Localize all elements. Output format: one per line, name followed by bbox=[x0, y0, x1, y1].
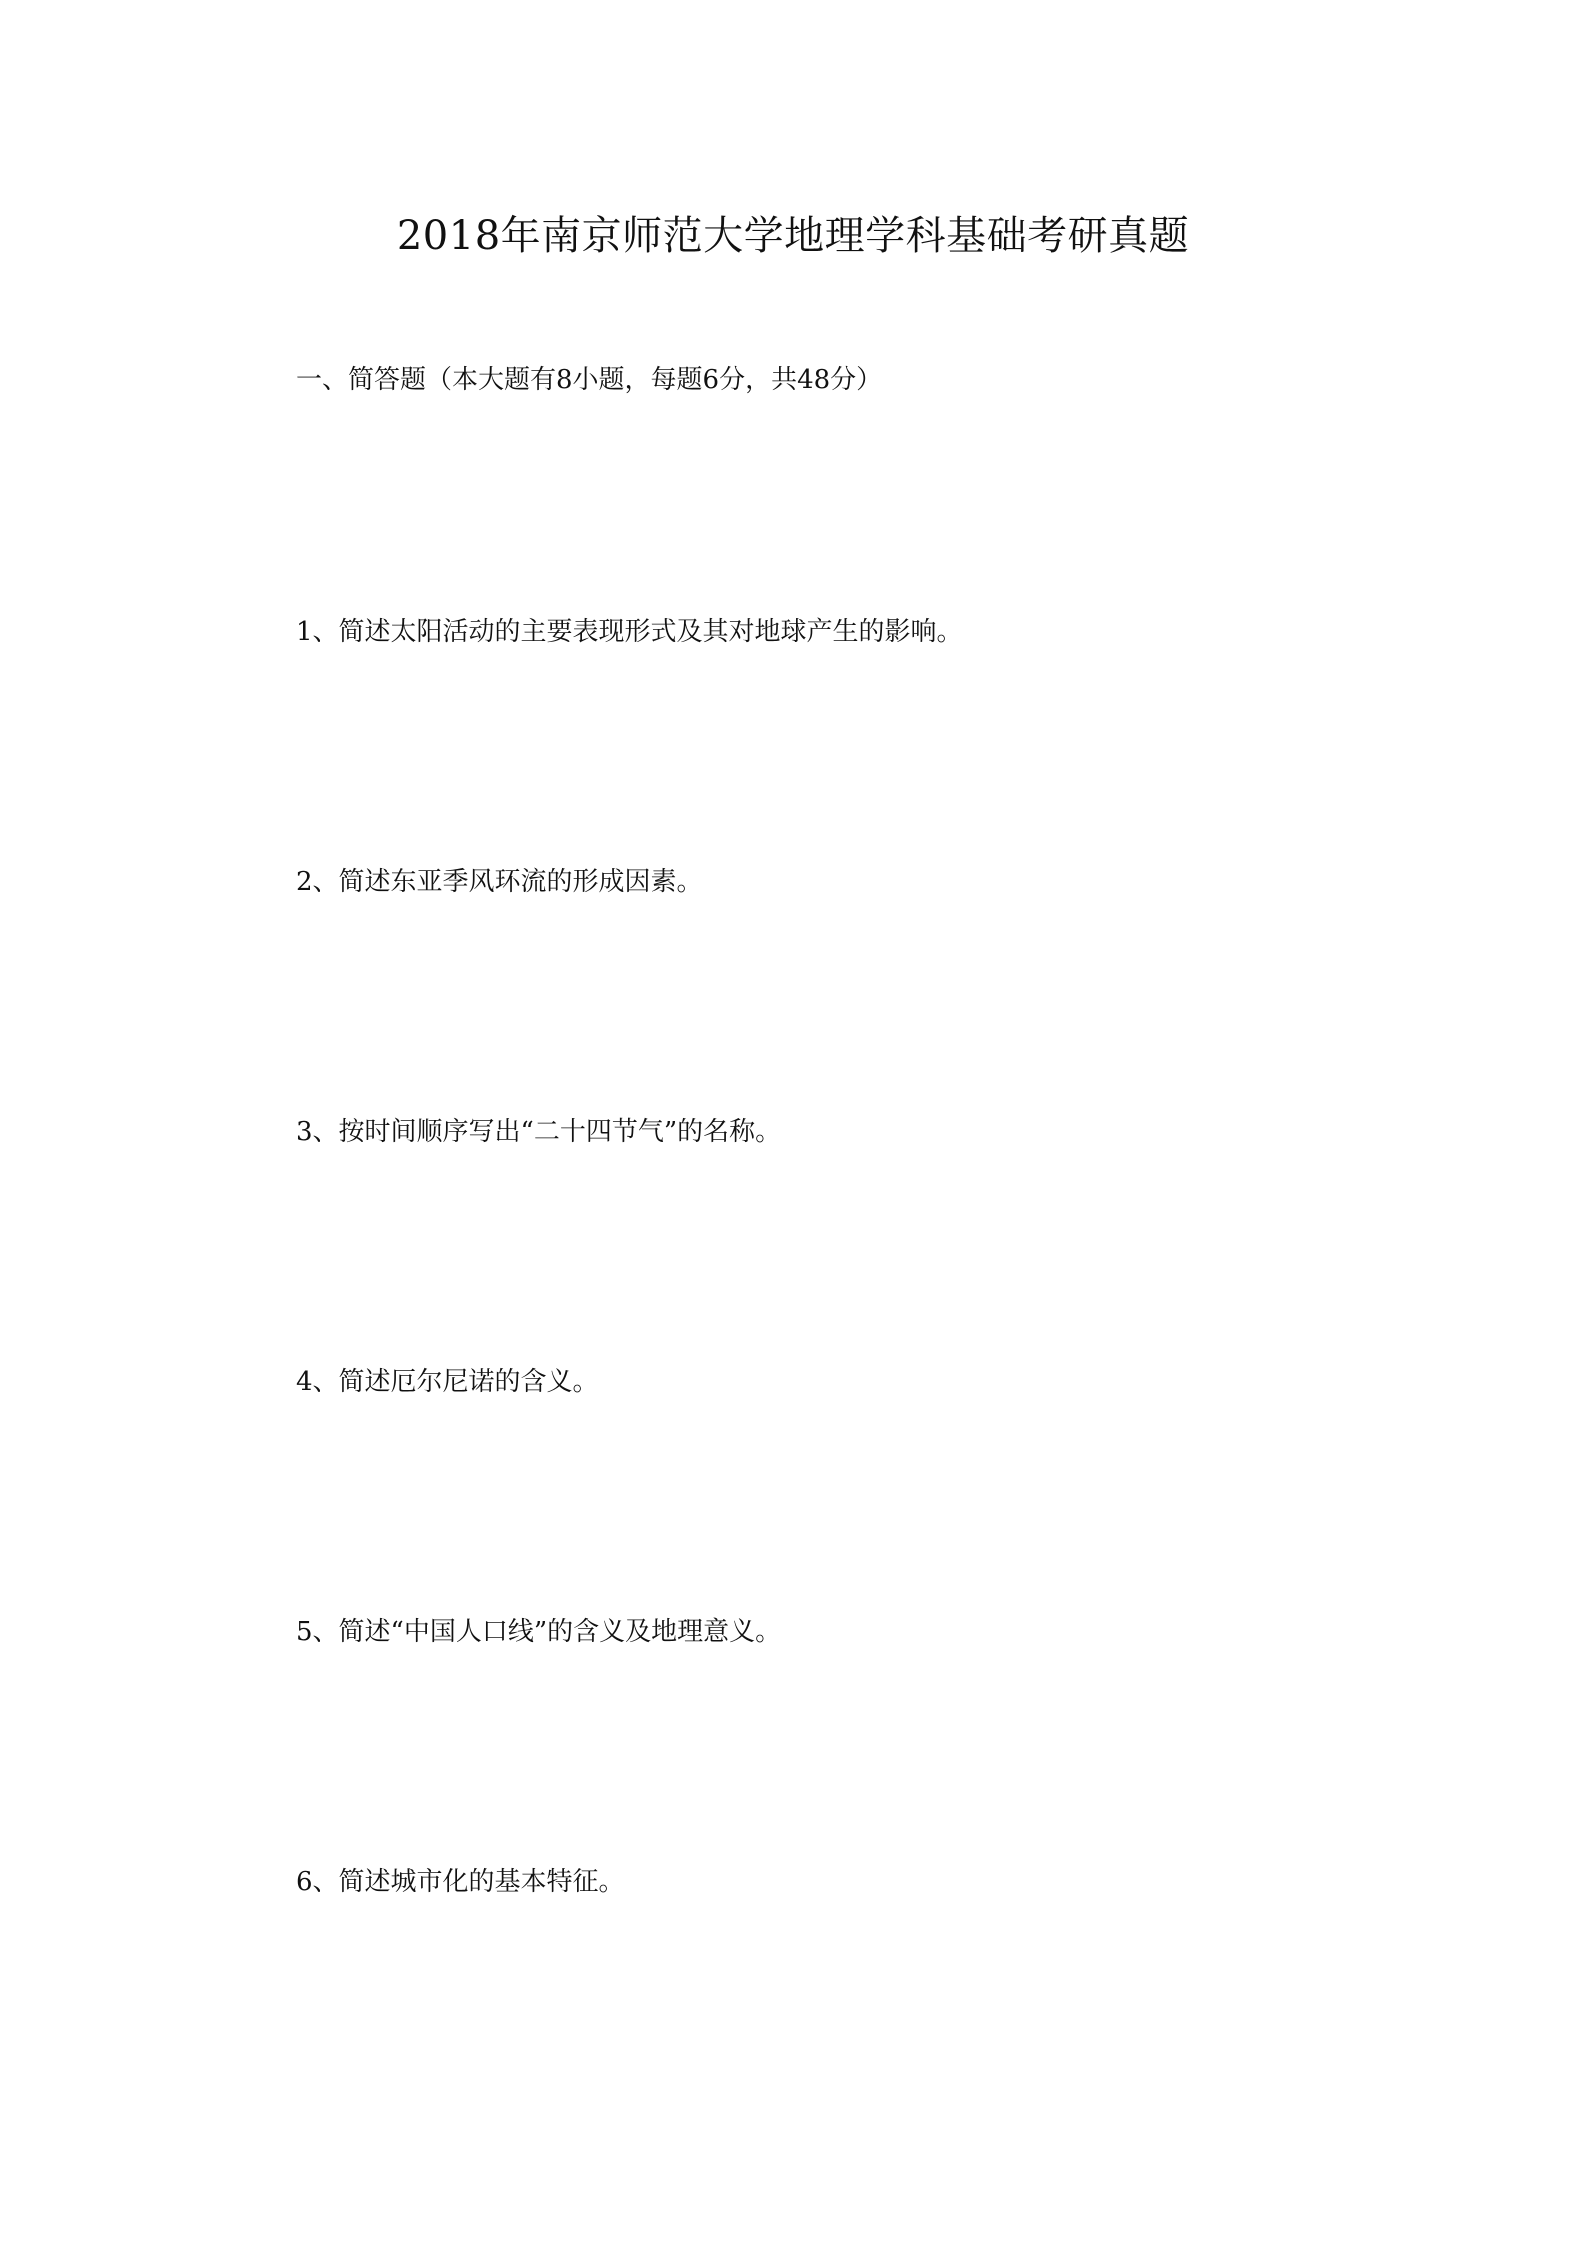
question-item: 1、简述太阳活动的主要表现形式及其对地球产生的影响。 bbox=[296, 617, 963, 647]
page-title: 2018年南京师范大学地理学科基础考研真题 bbox=[396, 213, 1190, 259]
section-heading: 一、简答题（本大题有8小题，每题6分，共48分） bbox=[296, 365, 883, 395]
question-item: 5、简述“中国人口线”的含义及地理意义。 bbox=[296, 1617, 782, 1647]
question-item: 3、按时间顺序写出“二十四节气”的名称。 bbox=[296, 1117, 782, 1147]
question-item: 2、简述东亚季风环流的形成因素。 bbox=[296, 867, 703, 897]
question-item: 6、简述城市化的基本特征。 bbox=[296, 1867, 625, 1897]
question-item: 4、简述厄尔尼诺的含义。 bbox=[296, 1367, 599, 1397]
